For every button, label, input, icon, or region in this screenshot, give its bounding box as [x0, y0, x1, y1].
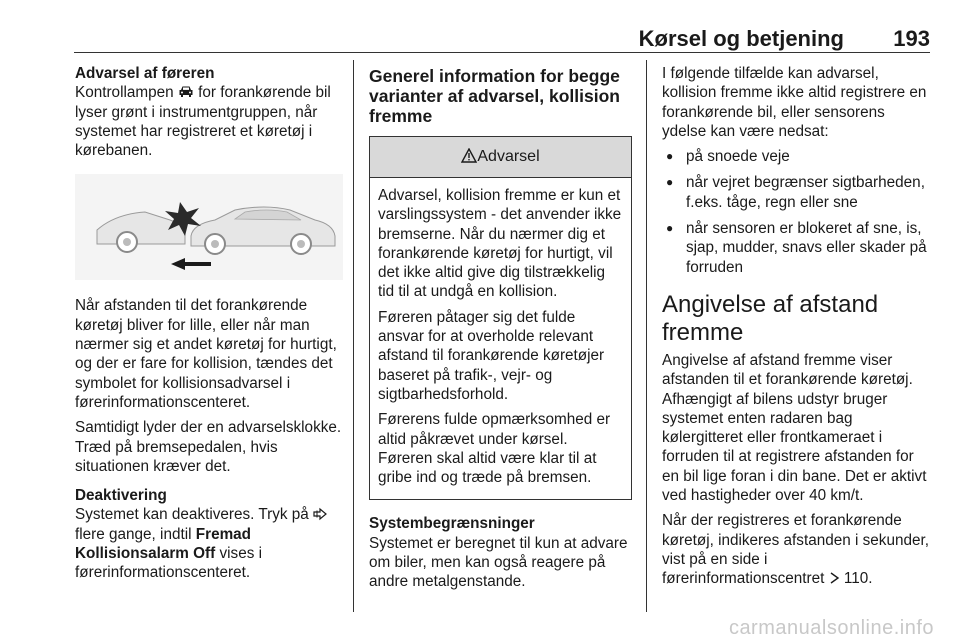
watermark: carmanualsonline.info [728, 617, 934, 639]
header-rule [74, 52, 930, 53]
page-number: 193 [893, 26, 930, 51]
heading-general-info: Generel information for begge varianter af advarsel, kollision fremme [369, 66, 620, 126]
warning-box [369, 136, 632, 500]
conditions-list [662, 147, 930, 277]
list-item: ● når vejret begrænser sigtbarheden, f.eks. tåge, regn eller sne [662, 173, 930, 212]
warning-title: Advarsel [477, 148, 540, 165]
list-item: ● når sensoren er blokeret af sne, is, sjap, mudder, snavs eller skader på forruden [662, 219, 930, 277]
distance-display-paragraph: Når der registreres et forankørende køretøj, indikeres afstanden i sekunder, vist på en side i førerinformationscentret 110. [662, 512, 929, 588]
distance-indication-paragraph: Angivelse af afstand fremme viser afstanden til et forankørende køretøj. Afhængigt af bilens udstyr bruger systemet enten radaren bag kølergitteret eller frontkameraet i forruden til at registrere afstanden for en bil lige foran i din bane. Det er aktivt ved hastigheder over 40 km/t. [662, 351, 927, 505]
heading-driver-warning: Advarsel af føreren [75, 65, 215, 82]
warning-body [370, 178, 631, 499]
steering-wheel-button-icon [313, 507, 327, 521]
collision-illustration-svg [75, 174, 343, 280]
warning-header [370, 137, 631, 178]
conditions-intro: I følgende tilfælde kan advarsel, kollision fremme ikke altid registrere en forankørende bil, eller sensorens ydelse kan være nedsat: [662, 65, 927, 140]
column-1 [75, 64, 343, 589]
heading-following-distance: Angivelse af afstand fremme [662, 290, 879, 346]
collision-illustration [75, 174, 343, 280]
list-item: ● på snoede veje [662, 147, 930, 166]
heading-deactivation: Deaktivering [75, 487, 167, 505]
column-2 [369, 64, 632, 598]
warning-paragraph: Føreren påtager sig det fulde ansvar for at overholde relevant afstand til forankørende køretøjer baseret på trafik-, vejr- og sigtbarhedsforhold. [378, 308, 605, 403]
page-reference[interactable]: 110. [843, 570, 873, 588]
intro-paragraph: Kontrollampen for forankørende bil lyser grønt i instrumentgruppen, når systemet har registreret et køretøj i kørebanen. [75, 84, 331, 160]
column-divider-1 [353, 60, 354, 612]
car-front-icon [178, 85, 194, 98]
menu-option-name: Fremad Kollisionsalarm Off [75, 525, 252, 563]
column-3 [662, 64, 930, 595]
page-reference-icon [829, 572, 840, 584]
deactivation-paragraph: Systemet kan deaktiveres. Tryk på flere gange, indtil Fremad Kollisionsalarm Off vises i førerinformationscenteret. [75, 505, 343, 582]
section-title: Kørsel og betjening [638, 26, 844, 51]
heading-system-limits: Systembegrænsninger [369, 515, 535, 533]
warning-paragraph: Førerens fulde opmærksomhed er altid påkrævet under kørsel. Føreren skal altid være klar til at gribe ind og træde på bremsen. [378, 411, 611, 487]
warning-paragraph: Advarsel, kollision fremme er kun et varslingssystem - det anvender ikke bremserne. Når du nærmer dig et forankørende køretøj for hurtigt, vil det ikke altid give dig tilstrækkelig tid til at undgå en kollision. [378, 187, 622, 301]
warning-triangle-icon [461, 148, 477, 163]
system-limits-paragraph: Systemet er beregnet til kun at advare om biler, men kan også reagere på andre metalgenstande. [369, 534, 628, 591]
chime-paragraph: Samtidigt lyder der en advarselsklokke. Træd på bremsepedalen, hvis situationen kræver det. [75, 419, 342, 475]
column-divider-2 [646, 60, 647, 612]
distance-warning-paragraph: Når afstanden til det forankørende køretøj bliver for lille, eller når man nærmer sig et andet køretøj for hurtigt, og der er fare for kollision, tændes det symbolet for kollisionsadvarsel i førerinformationscenteret. [75, 297, 337, 411]
